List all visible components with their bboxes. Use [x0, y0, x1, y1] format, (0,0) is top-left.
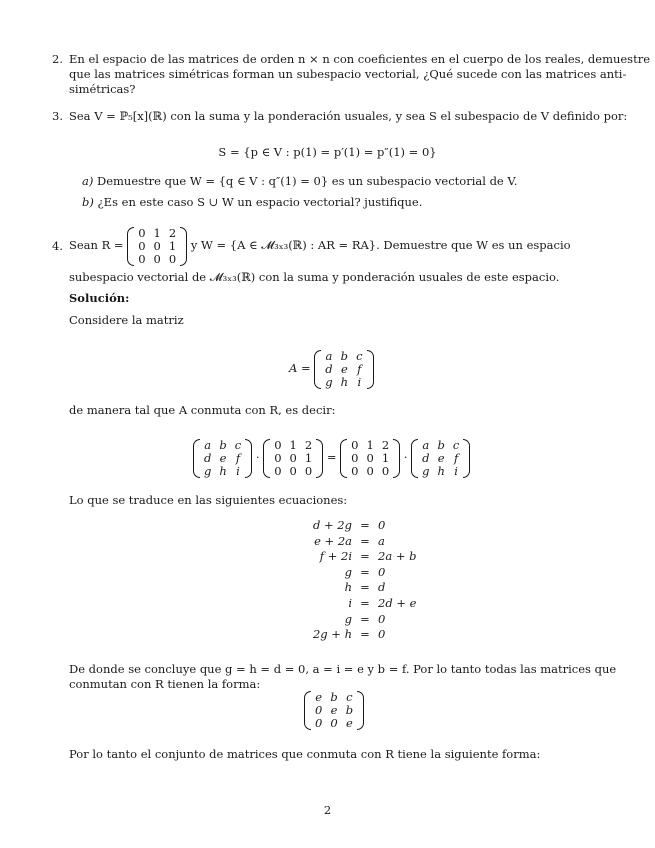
after-matrix-text: y W = {A ∈ 𝓜₃ₓ₃(ℝ) : AR = RA}. Demuestre que W es un espacio: [190, 238, 571, 252]
matrix-A-right: [411, 439, 470, 478]
matrix-R-entry: 1: [168, 238, 177, 253]
equation-rhs: 2a + b: [378, 549, 417, 564]
matrix-A-right-entry: b: [437, 437, 445, 452]
matrix-R-left-entry: 1: [289, 437, 297, 452]
commutes-text: de manera tal que A conmuta con R, es decir:: [69, 403, 336, 417]
matrix-R-right-entry: 0: [351, 437, 359, 452]
equation-lhs: e + 2a: [314, 533, 352, 548]
equation-relation: =: [360, 627, 370, 642]
form-matrix-entry: b: [345, 702, 354, 717]
matrix-R-entry: 2: [168, 225, 177, 240]
matrix-R-left-entry: 0: [289, 450, 297, 465]
equation-row: [280, 612, 416, 628]
dot-1: ·: [255, 450, 260, 464]
consider-text: Considere la matriz: [69, 313, 184, 327]
form-matrix: [304, 691, 364, 730]
matrix-R-right: [340, 439, 400, 478]
form-matrix-row: [311, 717, 357, 730]
matrix-R-left-entry: 0: [274, 463, 282, 478]
A-label: A =: [289, 361, 311, 375]
matrix-A-entry: b: [340, 348, 349, 363]
matrix-A-row: [321, 350, 366, 363]
equation-relation: =: [360, 564, 370, 579]
form-matrix-row: [311, 704, 357, 717]
matrix-R-entry: 0: [138, 251, 146, 266]
matrix-R-right-entry: 0: [351, 463, 359, 478]
matrix-A-left-entry: i: [236, 463, 240, 478]
matrix-R-right-entry: 0: [381, 463, 390, 478]
equation-row: [280, 518, 416, 534]
matrix-A: [314, 350, 373, 389]
matrix-R-left-row: [270, 439, 316, 452]
equation-lhs: g: [344, 564, 352, 579]
matrix-A-left-entry: a: [204, 437, 212, 452]
problem-2-line-3: simétricas?: [69, 82, 136, 96]
sean-text: Sean R =: [69, 238, 124, 252]
matrix-A-left-entry: h: [219, 463, 227, 478]
equation-row: [280, 596, 416, 612]
matrix-A-entry: c: [356, 348, 363, 363]
matrix-R-entry: 1: [153, 225, 161, 240]
equation-rhs: 0: [378, 564, 386, 579]
matrix-A-row: [321, 363, 366, 376]
matrix-R-left-entry: 0: [289, 463, 297, 478]
matrix-R-left-entry: 1: [304, 450, 313, 465]
matrix-A-entry: i: [357, 374, 362, 389]
equation-lhs: d + 2g: [313, 518, 352, 532]
form-matrix-entry: 0: [330, 715, 338, 730]
matrix-R-entry: 0: [138, 238, 146, 253]
matrix-R-right-entry: 0: [366, 463, 374, 478]
set-definition: S = {p ∈ V : p(1) = p′(1) = p″(1) = 0}: [218, 145, 437, 159]
matrix-R-right-entry: 0: [366, 450, 374, 465]
form-matrix-entry: c: [346, 689, 353, 704]
page-number: 2: [323, 803, 332, 817]
form-matrix-entry: 0: [315, 702, 323, 717]
matrix-A-left-entry: b: [219, 437, 227, 452]
form-matrix-entry: e: [330, 702, 338, 717]
equation-row: [280, 565, 416, 581]
part-b-label: b): [82, 195, 94, 209]
matrix-A-right-entry: a: [422, 437, 430, 452]
matrix-R-left: [263, 439, 323, 478]
equation-lhs: f + 2i: [319, 549, 352, 564]
equation-system: [280, 518, 416, 643]
matrix-R-right-entry: 1: [366, 437, 374, 452]
part-b-text: ¿Es en este caso S ∪ W un espacio vectorial? justifique.: [97, 195, 423, 209]
form-matrix-entry: 0: [315, 715, 323, 730]
matrix-A-right-entry: h: [437, 463, 445, 478]
equation-relation: =: [360, 611, 370, 626]
matrix-A-left-entry: c: [234, 437, 242, 452]
matrix-R-row: [134, 253, 180, 266]
matrix-A-left-entry: f: [235, 450, 241, 465]
matrix-R-right-entry: 0: [351, 450, 359, 465]
matrix-R-right-row: [347, 465, 393, 478]
solution-heading: Solución:: [69, 291, 130, 305]
equation-rhs: 0: [378, 611, 386, 626]
problem-3-line-1: Sea V = ℙ₅[x](ℝ) con la suma y la ponderación usuales, y sea S el subespacio de V definido por:: [69, 109, 628, 123]
matrix-A-left-entry: g: [204, 463, 212, 478]
part-a: [82, 174, 517, 189]
equation-rhs: a: [378, 533, 385, 548]
problem-3-number: 3.: [52, 109, 63, 123]
matrix-A-left-entry: d: [204, 450, 212, 465]
equation-rhs: 2d + e: [378, 595, 417, 610]
matrix-R-right-row: [347, 439, 393, 452]
matrix-R-row: [134, 240, 180, 253]
matrix-R-left-entry: 0: [304, 463, 313, 478]
problem-4-number: 4.: [52, 239, 63, 253]
translates-text: Lo que se traduce en las siguientes ecuaciones:: [69, 493, 348, 507]
matrix-R-left-entry: 0: [274, 437, 282, 452]
matrix-A-entry: f: [357, 361, 362, 376]
matrix-R-left-entry: 0: [274, 450, 282, 465]
final-text: Por lo tanto el conjunto de matrices que conmuta con R tiene la siguiente forma:: [69, 747, 541, 761]
matrix-R: [127, 227, 187, 266]
equation-row: [280, 627, 416, 643]
equation-lhs: i: [348, 595, 352, 610]
problem-4-line-2: subespacio vectorial de 𝓜₃ₓ₃(ℝ) con la suma y ponderación usuales de este espacio.: [69, 270, 560, 284]
part-a-text: Demuestre que W = {q ∈ V : q″(1) = 0} es un subespacio vectorial de V.: [97, 174, 518, 188]
equation-relation: =: [360, 580, 370, 595]
equation-row: [280, 534, 416, 550]
matrix-A-entry: g: [325, 374, 333, 389]
matrix-R-entry: 0: [153, 238, 161, 253]
matrix-A-left-row: [200, 452, 245, 465]
problem-2-line-1: En el espacio de las matrices de orden n × n con coeficientes en el cuerpo de los reales, demuestre: [69, 52, 651, 66]
equation-relation: =: [360, 518, 370, 532]
matrix-A-block: [289, 345, 374, 392]
matrix-A-right-row: [418, 439, 463, 452]
matrix-R-entry: 0: [138, 225, 146, 240]
matrix-A-right-entry: g: [422, 463, 430, 478]
equation-lhs: 2g + h: [312, 627, 352, 642]
matrix-A-right-entry: c: [452, 437, 460, 452]
matrix-R-right-entry: 1: [381, 450, 390, 465]
part-a-label: a): [82, 174, 94, 188]
matrix-A-left: [193, 439, 252, 478]
matrix-R-row: [134, 227, 180, 240]
form-matrix-entry: b: [330, 689, 338, 704]
equation-relation: =: [360, 533, 370, 548]
matrix-R-right-row: [347, 452, 393, 465]
commute-equation: [193, 434, 470, 481]
matrix-R-left-row: [270, 452, 316, 465]
form-matrix-entry: e: [315, 689, 323, 704]
matrix-A-entry: a: [325, 348, 333, 363]
problem-4-line-1: [69, 222, 571, 269]
matrix-A-right-entry: i: [454, 463, 458, 478]
matrix-R-left-entry: 2: [304, 437, 313, 452]
matrix-R-grid: [134, 227, 180, 266]
equals-sign: =: [326, 450, 337, 464]
equation-row: [280, 580, 416, 596]
conclude-line-2: conmutan con R tienen la forma:: [69, 677, 261, 691]
form-matrix-entry: e: [345, 715, 353, 730]
form-matrix-row: [311, 691, 357, 704]
matrix-R-right-entry: 2: [381, 437, 390, 452]
matrix-A-right-row: [418, 452, 463, 465]
matrix-A-entry: h: [340, 374, 349, 389]
matrix-A-entry: e: [340, 361, 348, 376]
equation-rhs: 0: [378, 518, 386, 532]
matrix-A-row: [321, 376, 366, 389]
matrix-A-right-row: [418, 465, 463, 478]
matrix-A-right-entry: d: [422, 450, 430, 465]
equation-relation: =: [360, 595, 370, 610]
problem-2-line-2: que las matrices simétricas forman un subespacio vectorial, ¿Qué sucede con las matrices anti-: [69, 67, 627, 81]
equation-relation: =: [360, 549, 370, 564]
conclude-line-1: De donde se concluye que g = h = d = 0, a = i = e y b = f. Por lo tanto todas las matrices que: [69, 662, 617, 676]
problem-2-number: 2.: [52, 52, 63, 66]
matrix-R-entry: 0: [168, 251, 177, 266]
matrix-A-left-row: [200, 465, 245, 478]
matrix-R-entry: 0: [153, 251, 161, 266]
matrix-A-left-entry: e: [219, 450, 227, 465]
equation-lhs: h: [344, 580, 352, 595]
equation-rhs: 0: [378, 627, 386, 642]
matrix-A-right-entry: f: [454, 450, 459, 465]
matrix-A-right-entry: e: [437, 450, 445, 465]
dot-2: ·: [403, 450, 408, 464]
equation-rhs: d: [378, 580, 386, 595]
equation-row: [280, 549, 416, 565]
equation-lhs: g: [344, 611, 352, 626]
matrix-R-left-row: [270, 465, 316, 478]
matrix-A-left-row: [200, 439, 245, 452]
matrix-A-entry: d: [325, 361, 333, 376]
part-b: [82, 195, 422, 210]
form-matrix-block: [304, 686, 364, 733]
